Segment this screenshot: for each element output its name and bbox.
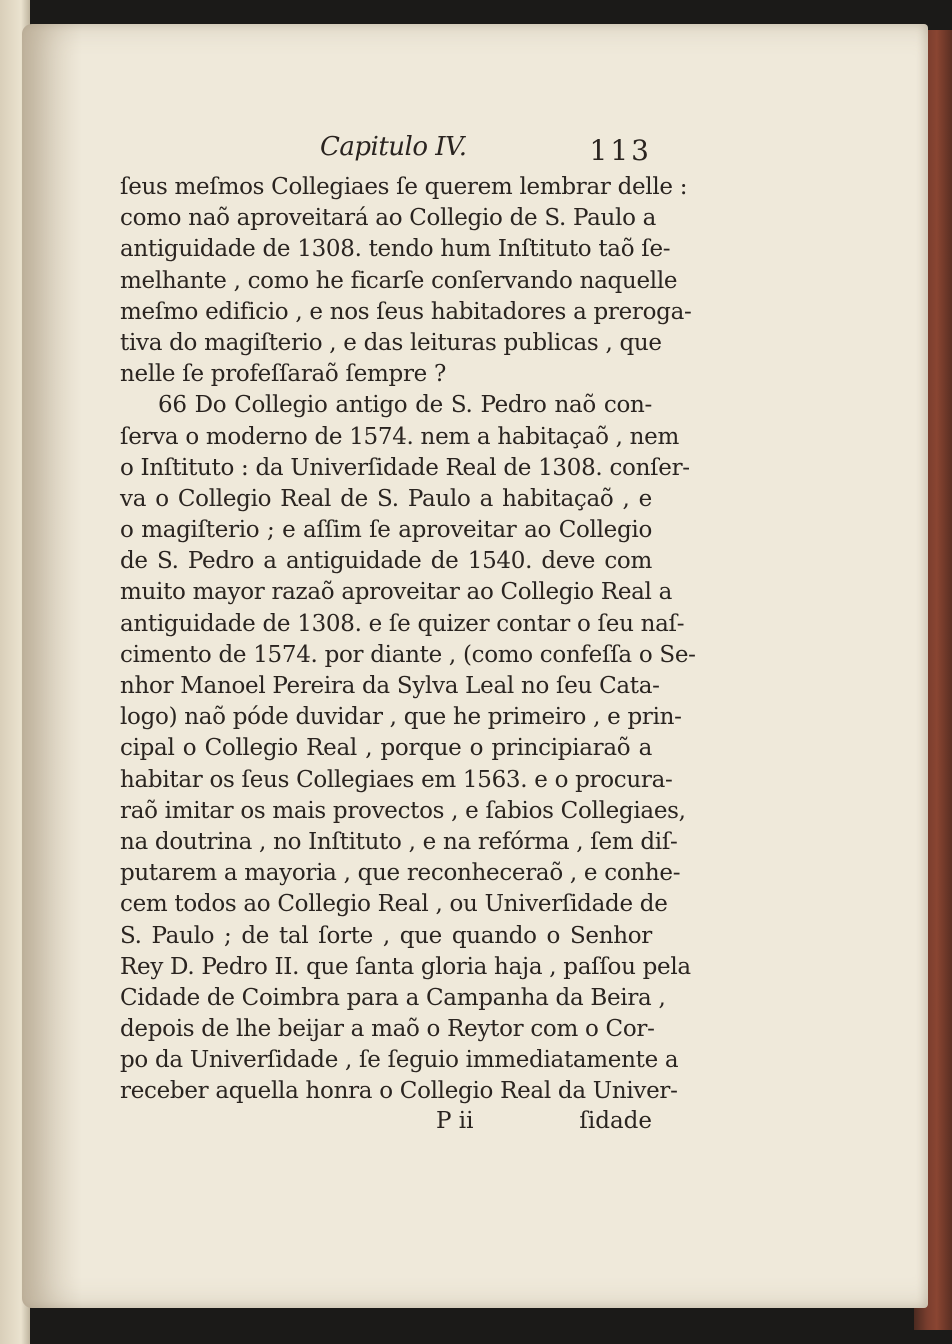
text-line: como naõ aproveitará ao Collegio de S. Paulo a (120, 205, 657, 232)
text-line: cem todos ao Collegio Real , ou Univerſidade de (120, 891, 668, 918)
text-line: habitar os ſeus Collegiaes em 1563. e o procura- (120, 766, 673, 793)
text-line: Rey D. Pedro II. que ſanta gloria haja , paſſou pela (120, 953, 691, 980)
text-line: nhor Manoel Pereira da Sylva Leal no ſeu Cata- (120, 673, 660, 699)
text-line: raõ imitar os mais provectos , e ſabios Collegiaes, (120, 797, 686, 824)
text-line: S. Paulo ; de tal ſorte , que quando o Senhor (120, 922, 652, 949)
text-line: ſeus meſmos Collegiaes ſe querem lembrar delle : (120, 174, 688, 200)
text-line: putarem a mayoria , que reconheceraõ , e conhe- (120, 860, 681, 887)
text-line: o magiſterio ; e aſſim ſe aproveitar ao Collegio (120, 517, 652, 544)
text-line: antiguidade de 1308. e ſe quizer contar o ſeu naſ- (120, 610, 685, 637)
chapter-title: Capitulo IV. (320, 132, 467, 162)
catchword: ſidade (579, 1107, 652, 1134)
text-line: tiva do magiſterio , e das leituras publicas , que (120, 329, 662, 356)
text-block (120, 128, 696, 1142)
text-line: meſmo edificio , e nos ſeus habitadores a preroga- (120, 298, 692, 325)
text-line: antiguidade de 1308. tendo hum Inſtituto taõ ſe- (120, 236, 671, 263)
text-line: muito mayor razaõ aproveitar ao Collegio Real a (120, 579, 673, 606)
text-line: depois de lhe beijar a maõ o Reytor com o Cor- (120, 1016, 655, 1043)
signature-mark: P ii (436, 1107, 474, 1134)
running-head (120, 128, 652, 172)
page-number: 113 (589, 134, 652, 167)
text-line: ſerva o moderno de 1574. nem a habitaçaõ , nem (120, 423, 679, 450)
text-line: va o Collegio Real de S. Paulo a habitaçaõ , e (120, 485, 652, 512)
text-line: de S. Pedro a antiguidade de 1540. deve com (120, 548, 652, 575)
page-footer (120, 1108, 652, 1142)
text-line: cipal o Collegio Real , porque o principiaraõ a (120, 735, 652, 762)
text-line: 66 Do Collegio antigo de S. Pedro naõ con- (158, 392, 652, 419)
text-line: po da Univerſidade , ſe ſeguio immediatamente a (120, 1047, 679, 1074)
text-line: cimento de 1574. por diante , (como confeſſa o Se- (120, 641, 696, 668)
body-text (120, 172, 696, 1108)
text-line: receber aquella honra o Collegio Real da Univer- (120, 1078, 678, 1105)
text-line: logo) naõ póde duvidar , que he primeiro , e prin- (120, 704, 682, 731)
text-line: Cidade de Coimbra para a Campanha da Beira , (120, 984, 666, 1011)
text-line: nelle ſe profeſſaraõ ſempre ? (120, 361, 446, 388)
text-line: melhante , como he ficarſe conſervando naquelle (120, 267, 678, 294)
text-line: na doutrina , no Inſtituto , e na refórma , ſem diſ- (120, 828, 678, 855)
text-line: o Inſtituto : da Univerſidade Real de 1308. conſer- (120, 454, 690, 481)
